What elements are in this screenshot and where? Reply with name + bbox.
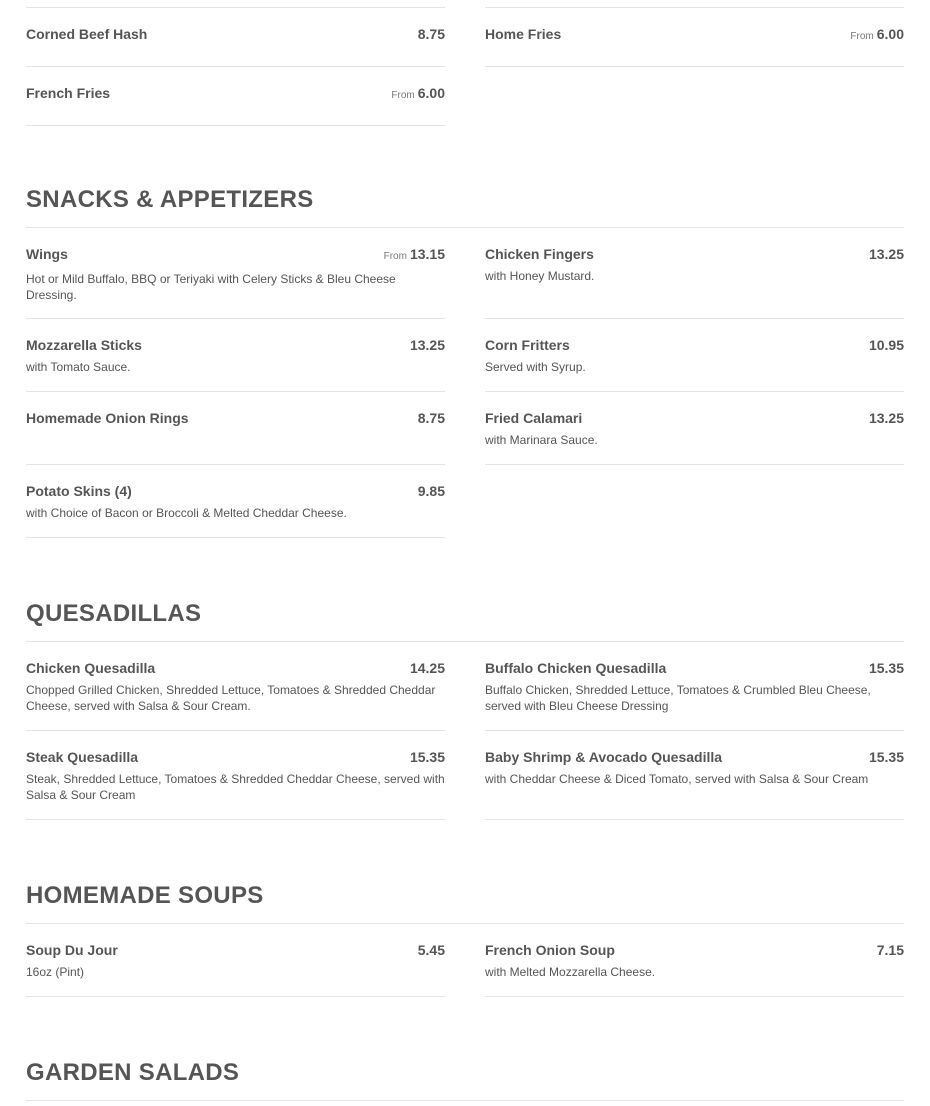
menu-item-description: with Choice of Bacon or Broccoli & Melted Cheddar Cheese. — [26, 506, 347, 520]
price-from-label: From — [850, 31, 874, 42]
quesadillas-section — [26, 600, 904, 820]
menu-item-header — [26, 246, 445, 265]
section-header — [26, 882, 904, 924]
menu-item-description: with Honey Mustard. — [485, 269, 595, 283]
price-amount: 15.35 — [868, 660, 904, 676]
menu-item[interactable] — [485, 642, 904, 731]
menu-item-header — [485, 246, 904, 262]
menu-item-name: Wings — [26, 246, 68, 262]
menu-item[interactable] — [26, 731, 445, 820]
section-header — [26, 186, 904, 228]
price-from-label: From — [391, 90, 415, 101]
menu-item-price — [418, 410, 445, 426]
price-amount: 9.85 — [417, 483, 445, 499]
menu-item-price — [410, 337, 445, 353]
menu-item-name: Fried Calamari — [485, 410, 583, 426]
menu-item-header — [26, 410, 445, 426]
menu-item[interactable] — [485, 731, 904, 820]
menu-item[interactable] — [26, 228, 445, 319]
menu-item-name: Corned Beef Hash — [26, 26, 148, 42]
menu-item-name: Chicken Fingers — [485, 246, 594, 262]
section-header — [26, 1059, 904, 1101]
menu-item-name: Buffalo Chicken Quesadilla — [485, 660, 667, 676]
menu-item-header — [485, 337, 904, 353]
menu-item[interactable] — [485, 8, 904, 67]
price-amount: 13.25 — [868, 246, 904, 262]
menu-item-description: Chopped Grilled Chicken, Shredded Lettuce, Tomatoes & Shredded Cheddar Cheese, served with Salsa & Sour Cream. — [26, 683, 436, 713]
soups-section — [26, 882, 904, 997]
menu-item-header — [485, 26, 904, 45]
menu-item-description: with Marinara Sauce. — [485, 433, 598, 447]
menu-item-header — [485, 410, 904, 426]
menu-item-description: Steak, Shredded Lettuce, Tomatoes & Shredded Cheddar Cheese, served with Salsa & Sour Cream — [26, 772, 445, 802]
price-amount: 8.75 — [417, 410, 445, 426]
menu-item[interactable] — [485, 924, 904, 997]
menu-item-description: with Melted Mozzarella Cheese. — [485, 965, 656, 979]
menu-item[interactable] — [26, 392, 445, 465]
soups-items — [26, 924, 904, 997]
price-amount: 15.35 — [409, 749, 445, 765]
price-amount: 13.25 — [409, 337, 445, 353]
menu-item-description: with Cheddar Cheese & Diced Tomato, served with Salsa & Sour Cream — [485, 772, 869, 786]
menu-item[interactable] — [26, 67, 445, 126]
menu-item[interactable] — [485, 228, 904, 319]
menu-item-price — [418, 942, 445, 958]
price-amount: 15.35 — [868, 749, 904, 765]
price-amount: 7.15 — [876, 942, 904, 958]
menu-item-price — [418, 26, 445, 42]
price-amount: 13.15 — [409, 246, 445, 262]
price-amount: 14.25 — [409, 660, 445, 676]
menu-item-description: 16oz (Pint) — [26, 965, 85, 979]
menu-item[interactable] — [26, 642, 445, 731]
menu-item-price — [869, 337, 904, 353]
menu-item-price — [410, 749, 445, 765]
menu-item[interactable] — [485, 319, 904, 392]
menu-item-description: Served with Syrup. — [485, 360, 586, 374]
menu-item-name: Corn Fritters — [485, 337, 570, 353]
menu-item-name: French Fries — [26, 85, 111, 101]
menu-item-description: Buffalo Chicken, Shredded Lettuce, Tomatoes & Crumbled Bleu Cheese, served with Bleu Cheese Dressing — [485, 683, 871, 713]
menu-item-header — [485, 660, 904, 676]
menu-item[interactable] — [26, 319, 445, 392]
menu-item-header — [26, 942, 445, 958]
menu-item-price — [410, 660, 445, 676]
menu-item-header — [26, 483, 445, 499]
section-title: GARDEN SALADS — [26, 1059, 240, 1086]
quesadillas-items — [26, 642, 904, 820]
menu-item-price — [869, 749, 904, 765]
menu-item-header — [26, 749, 445, 765]
price-amount: 8.75 — [417, 26, 445, 42]
menu-item-name: Soup Du Jour — [26, 942, 118, 958]
menu-item-name: Potato Skins (4) — [26, 483, 132, 499]
menu-item[interactable] — [26, 8, 445, 67]
menu-item-price — [384, 246, 445, 265]
snacks-section — [26, 186, 904, 538]
price-from-label: From — [383, 251, 407, 262]
menu-item-header — [26, 85, 445, 104]
section-header — [26, 600, 904, 642]
menu-item-price — [850, 26, 904, 45]
menu-item-price — [418, 483, 445, 499]
menu-item-name: Chicken Quesadilla — [26, 660, 156, 676]
menu-item[interactable] — [26, 924, 445, 997]
menu-item-price — [877, 942, 904, 958]
menu-item-header — [485, 942, 904, 958]
menu-item-name: Baby Shrimp & Avocado Quesadilla — [485, 749, 723, 765]
menu-item-header — [26, 660, 445, 676]
menu-item-header — [26, 26, 445, 42]
price-amount: 10.95 — [868, 337, 904, 353]
menu-item-header — [485, 749, 904, 765]
price-amount: 5.45 — [417, 942, 445, 958]
snacks-items — [26, 228, 904, 538]
menu-item-name: Homemade Onion Rings — [26, 410, 189, 426]
menu-item-header — [26, 337, 445, 353]
menu-item-price — [869, 246, 904, 262]
menu-item-name: Home Fries — [485, 26, 562, 42]
menu-item-name: Steak Quesadilla — [26, 749, 139, 765]
menu-item-price — [391, 85, 445, 104]
menu-item[interactable] — [485, 392, 904, 465]
section-title: QUESADILLAS — [26, 600, 202, 627]
menu-item-description: Hot or Mild Buffalo, BBQ or Teriyaki with Celery Sticks & Bleu Cheese Dressing. — [26, 272, 396, 302]
salads-section — [26, 1059, 904, 1101]
section-title: SNACKS & APPETIZERS — [26, 186, 314, 213]
menu-item-price — [869, 410, 904, 426]
price-amount: 6.00 — [876, 26, 904, 42]
menu-item-name: Mozzarella Sticks — [26, 337, 142, 353]
section-title: HOMEMADE SOUPS — [26, 882, 264, 909]
menu-item[interactable] — [26, 465, 445, 538]
sides-section — [26, 8, 904, 126]
price-amount: 13.25 — [868, 410, 904, 426]
menu-item-description: with Tomato Sauce. — [26, 360, 131, 374]
menu-item-price — [869, 660, 904, 676]
menu-item-name: French Onion Soup — [485, 942, 615, 958]
price-amount: 6.00 — [417, 85, 445, 101]
